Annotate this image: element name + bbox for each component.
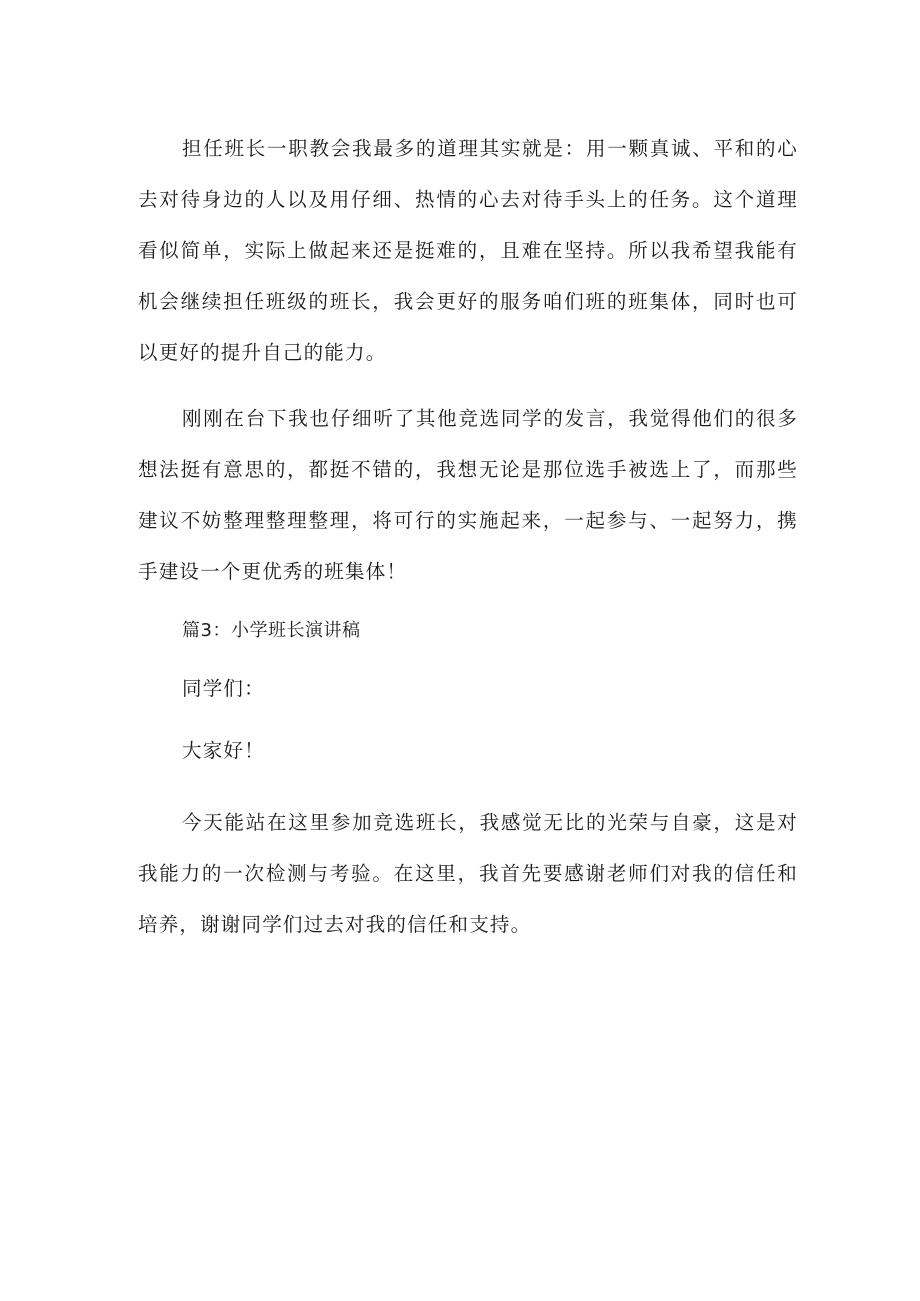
body-paragraph: 刚刚在台下我也仔细听了其他竞选同学的发言，我觉得他们的很多想法挺有意思的，都挺不错的，我想无论是那位选手被选上了，而那些建议不妨整理整理整理，将可行的实施起来，一起参与、一起努力，携手建设一个更优秀的班集体！ xyxy=(138,407,798,583)
body-paragraph: 今天能站在这里参加竞选班长，我感觉无比的光荣与自豪，这是对我能力的一次检测与考验。在这里，我首先要感谢老师们对我的信任和培养，谢谢同学们过去对我的信任和支持。 xyxy=(138,811,798,936)
greeting: 大家好！ xyxy=(182,739,265,762)
salutation: 同学们： xyxy=(182,677,265,700)
section-heading: 篇3：小学班长演讲稿 xyxy=(182,620,361,641)
document-body xyxy=(138,123,798,950)
body-paragraph: 担任班长一职教会我最多的道理其实就是：用一颗真诚、平和的心去对待身边的人以及用仔细、热情的心去对待手头上的任务。这个道理看似简单，实际上做起来还是挺难的，且难在坚持。所以我希望我能有机会继续担任班级的班长，我会更好的服务咱们班的班集体，同时也可以更好的提升自己的能力。 xyxy=(138,137,798,364)
